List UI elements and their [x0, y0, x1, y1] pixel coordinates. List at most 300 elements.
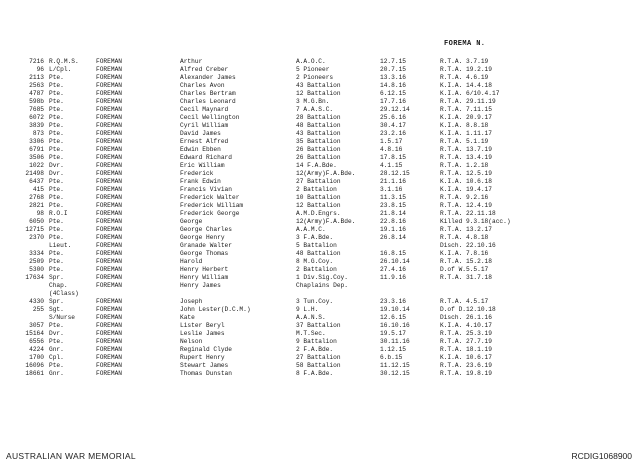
outcome-cell: R.T.A. 23.6.19	[440, 362, 492, 369]
rank-cell: Pte.	[49, 154, 64, 161]
nominal-roll-table	[0, 58, 640, 378]
given-names-cell: Frederick George	[180, 210, 240, 217]
unit-cell: 9 Battalion	[296, 338, 337, 345]
surname-cell: FOREMAN	[96, 282, 122, 289]
outcome-cell: R.T.A. 5.1.19	[440, 138, 489, 145]
outcome-cell: K.I.A. 19.4.17	[440, 186, 492, 193]
enlistment-date-cell: 19.1.16	[380, 226, 406, 233]
service-number-cell: 3306	[29, 138, 44, 145]
given-names-cell: Granade Walter	[180, 242, 232, 249]
rank-cell: Pte.	[49, 226, 64, 233]
unit-cell: 2 Battalion	[296, 186, 337, 193]
rank-cell: Pte.	[49, 146, 64, 153]
outcome-cell: R.T.A. 12.5.19	[440, 170, 492, 177]
service-number-cell: 17634	[25, 274, 44, 281]
enlistment-date-cell: 12.7.15	[380, 58, 406, 65]
given-names-cell: Frank Edwin	[180, 178, 221, 185]
enlistment-date-cell: 30.4.17	[380, 122, 406, 129]
rank-cell: Pte.	[49, 250, 64, 257]
rank-cell: Pte.	[49, 258, 64, 265]
unit-cell: 7 A.A.S.C.	[296, 106, 334, 113]
outcome-cell: R.T.A. 1.2.18	[440, 162, 489, 169]
table-row	[0, 330, 640, 338]
table-row	[0, 178, 640, 186]
outcome-cell: K.I.A. 20.9.17	[440, 114, 492, 121]
surname-cell: FOREMAN	[96, 210, 122, 217]
unit-cell: 27 Battalion	[296, 178, 341, 185]
rank-cell: Pte.	[49, 266, 64, 273]
service-number-cell: 6072	[29, 114, 44, 121]
outcome-cell: R.T.A. 4.6.19	[440, 74, 489, 81]
given-names-cell: George Thomas	[180, 250, 229, 257]
enlistment-date-cell: 1.12.15	[380, 346, 406, 353]
service-number-cell: 96	[36, 66, 44, 73]
surname-cell: FOREMAN	[96, 58, 122, 65]
enlistment-date-cell: 25.6.16	[380, 114, 406, 121]
given-names-cell: Charles Leonard	[180, 98, 236, 105]
enlistment-date-cell: 3.1.16	[380, 186, 403, 193]
service-number-cell: 7216	[29, 58, 44, 65]
outcome-cell: R.T.A. 31.7.18	[440, 274, 492, 281]
outcome-cell: R.T.A. 7.11.15	[440, 106, 492, 113]
service-number-cell: 3839	[29, 122, 44, 129]
unit-cell: 43 Battalion	[296, 82, 341, 89]
surname-cell: FOREMAN	[96, 146, 122, 153]
rank-cell: Spr.	[49, 274, 64, 281]
rank-cell: Pte.	[49, 138, 64, 145]
unit-cell: 12(Army)F.A.Bde.	[296, 218, 356, 225]
table-row	[0, 346, 640, 354]
surname-cell: FOREMAN	[96, 178, 122, 185]
enlistment-date-cell: 16.8.15	[380, 250, 406, 257]
rank-cell: Gnr.	[49, 370, 64, 377]
unit-cell: 26 Battalion	[296, 146, 341, 153]
service-number-cell: 7685	[29, 106, 44, 113]
outcome-cell: R.T.A. 3.7.19	[440, 58, 489, 65]
rank-cell: Chap.	[49, 282, 68, 289]
surname-cell: FOREMAN	[96, 74, 122, 81]
enlistment-date-cell: 19.5.17	[380, 330, 406, 337]
given-names-cell: Alexander James	[180, 74, 236, 81]
surname-cell: FOREMAN	[96, 322, 122, 329]
service-number-cell: 6437	[29, 178, 44, 185]
given-names-cell: Charles Bertram	[180, 90, 236, 97]
rank-cell: R.Q.M.S.	[49, 58, 79, 65]
unit-cell: 3 Tun.Coy.	[296, 298, 334, 305]
given-names-cell: Henry William	[180, 274, 229, 281]
given-names-cell: George Henry	[180, 234, 225, 241]
surname-cell: FOREMAN	[96, 226, 122, 233]
given-names-cell: Ernest Alfred	[180, 138, 229, 145]
given-names-cell: Cyril William	[180, 122, 229, 129]
outcome-cell: R.T.A. 4.8.18	[440, 234, 489, 241]
unit-cell: 14 F.A.Bde.	[296, 162, 337, 169]
given-names-cell: Frederick Walter	[180, 194, 240, 201]
enlistment-date-cell: 26.10.14	[380, 258, 410, 265]
outcome-cell: R.T.A. 9.2.16	[440, 194, 489, 201]
service-number-cell: 21498	[25, 170, 44, 177]
rank-cell: Pte.	[49, 338, 64, 345]
rank-cell: Sgt.	[49, 306, 64, 313]
rank-cell: Pte.	[49, 202, 64, 209]
archive-credit: AUSTRALIAN WAR MEMORIAL	[6, 451, 136, 461]
table-row	[0, 298, 640, 306]
enlistment-date-cell: 23.3.16	[380, 298, 406, 305]
service-number-cell: 2563	[29, 82, 44, 89]
table-row	[0, 66, 640, 74]
surname-cell: FOREMAN	[96, 194, 122, 201]
surname-cell: FOREMAN	[96, 258, 122, 265]
surname-cell: FOREMAN	[96, 346, 122, 353]
service-number-cell: 1700	[29, 354, 44, 361]
outcome-cell: D.of W.5.5.17	[440, 266, 489, 273]
enlistment-date-cell: 30.11.16	[380, 338, 410, 345]
enlistment-date-cell: 16.10.16	[380, 322, 410, 329]
unit-cell: A.M.D.Engrs.	[296, 210, 341, 217]
surname-cell: FOREMAN	[96, 186, 122, 193]
service-number-cell: 415	[32, 186, 44, 193]
unit-cell: 27 Battalion	[296, 354, 341, 361]
unit-cell: 10 Battalion	[296, 194, 341, 201]
unit-cell: 1 Div.Sig.Coy.	[296, 274, 348, 281]
unit-cell: 48 Battalion	[296, 250, 341, 257]
outcome-cell: R.T.A. 29.11.19	[440, 98, 496, 105]
rank-cell: Pte.	[49, 186, 64, 193]
unit-cell: 26 Battalion	[296, 154, 341, 161]
enlistment-date-cell: 11.9.16	[380, 274, 406, 281]
unit-cell: 12 Battalion	[296, 202, 341, 209]
rank-cell: Pte.	[49, 218, 64, 225]
given-names-cell: Thomas Dunstan	[180, 370, 232, 377]
unit-cell: 12(Army)F.A.Bde.	[296, 170, 356, 177]
table-row	[0, 162, 640, 170]
surname-cell: FOREMAN	[96, 298, 122, 305]
outcome-cell: K.I.A. 4.10.17	[440, 322, 492, 329]
given-names-cell: Joseph	[180, 298, 203, 305]
service-number-cell: 4224	[29, 346, 44, 353]
unit-cell: 43 Battalion	[296, 130, 341, 137]
outcome-cell: Disch. 22.10.16	[440, 242, 496, 249]
surname-cell: FOREMAN	[96, 274, 122, 281]
table-row	[0, 82, 640, 90]
given-names-cell: Kate	[180, 314, 195, 321]
outcome-cell: R.T.A. 13.2.17	[440, 226, 492, 233]
service-number-cell: 6791	[29, 146, 44, 153]
rank-cell: S/Nurse	[49, 314, 75, 321]
given-names-cell: Charles Avon	[180, 82, 225, 89]
enlistment-date-cell: 19.10.14	[380, 306, 410, 313]
table-row	[0, 106, 640, 114]
outcome-cell: R.T.A. 27.7.19	[440, 338, 492, 345]
enlistment-date-cell: 4.8.16	[380, 146, 403, 153]
surname-cell: FOREMAN	[96, 218, 122, 225]
table-row	[0, 242, 640, 250]
unit-cell: Chaplains Dep.	[296, 282, 348, 289]
enlistment-date-cell: 1.5.17	[380, 138, 403, 145]
given-names-cell: John Lester(D.C.M.)	[180, 306, 251, 313]
unit-cell: 5 Pioneer	[296, 66, 330, 73]
rank-cell: Pte.	[49, 122, 64, 129]
enlistment-date-cell: 12.6.15	[380, 314, 406, 321]
unit-cell: M.T.Sec.	[296, 330, 326, 337]
unit-cell: 9 L.H.	[296, 306, 319, 313]
table-row	[0, 210, 640, 218]
rank-cell: Pte.	[49, 362, 64, 369]
surname-cell: FOREMAN	[96, 130, 122, 137]
table-row	[0, 362, 640, 370]
surname-cell: FOREMAN	[96, 114, 122, 121]
surname-cell: FOREMAN	[96, 202, 122, 209]
table-row	[0, 130, 640, 138]
unit-cell: 5 Battalion	[296, 242, 337, 249]
rank-cell: L/Cpl.	[49, 66, 72, 73]
table-row	[0, 98, 640, 106]
given-names-cell: Nelson	[180, 338, 203, 345]
table-row	[0, 274, 640, 282]
enlistment-date-cell: 6.12.15	[380, 90, 406, 97]
table-row	[0, 122, 640, 130]
rank-cell: Pte.	[49, 82, 64, 89]
service-number-cell: 598b	[29, 98, 44, 105]
surname-cell: FOREMAN	[96, 234, 122, 241]
service-number-cell: 4787	[29, 90, 44, 97]
unit-cell: 2 Pioneers	[296, 74, 334, 81]
table-row	[0, 194, 640, 202]
given-names-cell: David James	[180, 130, 221, 137]
given-names-cell: Cecil Maynard	[180, 106, 229, 113]
unit-cell: A.A.M.C.	[296, 226, 326, 233]
outcome-cell: K.I.A. 6/10.4.17	[440, 90, 500, 97]
table-row	[0, 314, 640, 322]
enlistment-date-cell: 22.8.16	[380, 218, 406, 225]
surname-cell: FOREMAN	[96, 138, 122, 145]
page-heading: FOREMA N.	[444, 40, 486, 48]
table-row	[0, 218, 640, 226]
table-row	[0, 58, 640, 66]
rank-cell: Pte.	[49, 194, 64, 201]
surname-cell: FOREMAN	[96, 122, 122, 129]
service-number-cell: 6050	[29, 218, 44, 225]
service-number-cell: 4330	[29, 298, 44, 305]
surname-cell: FOREMAN	[96, 162, 122, 169]
surname-cell: FOREMAN	[96, 82, 122, 89]
surname-cell: FOREMAN	[96, 338, 122, 345]
surname-cell: FOREMAN	[96, 314, 122, 321]
enlistment-date-cell: 26.8.14	[380, 234, 406, 241]
service-number-cell: 15164	[25, 330, 44, 337]
rank-cell: Spr.	[49, 298, 64, 305]
service-number-cell: 2113	[29, 74, 44, 81]
given-names-cell: Harold	[180, 258, 203, 265]
surname-cell: FOREMAN	[96, 306, 122, 313]
table-row	[0, 90, 640, 98]
enlistment-date-cell: 21.1.16	[380, 178, 406, 185]
given-names-cell: Eric William	[180, 162, 225, 169]
outcome-cell: R.T.A. 19.2.19	[440, 66, 492, 73]
enlistment-date-cell: 28.12.15	[380, 170, 410, 177]
table-row	[0, 306, 640, 314]
given-names-cell: Edwin Ebben	[180, 146, 221, 153]
rank-cell: Pte.	[49, 90, 64, 97]
enlistment-date-cell: 23.2.16	[380, 130, 406, 137]
rank-cell: Pte.	[49, 114, 64, 121]
given-names-cell: Lister Beryl	[180, 322, 225, 329]
outcome-cell: K.I.A. 8.8.18	[440, 122, 489, 129]
service-number-cell: 2821	[29, 202, 44, 209]
surname-cell: FOREMAN	[96, 354, 122, 361]
table-row	[0, 154, 640, 162]
unit-cell: 48 Battalion	[296, 122, 341, 129]
rank-cell: Pte.	[49, 74, 64, 81]
outcome-cell: K.I.A. 1.11.17	[440, 130, 492, 137]
unit-cell: 37 Battalion	[296, 322, 341, 329]
service-number-cell: 3506	[29, 154, 44, 161]
table-row	[0, 170, 640, 178]
table-row	[0, 258, 640, 266]
table-row	[0, 74, 640, 82]
enlistment-date-cell: 17.8.15	[380, 154, 406, 161]
outcome-cell: K.I.A. 7.8.16	[440, 250, 489, 257]
rank-cell: Dvr.	[49, 170, 64, 177]
outcome-cell: K.I.A. 10.6.17	[440, 354, 492, 361]
table-row	[0, 250, 640, 258]
outcome-cell: D.of D.12.10.18	[440, 306, 496, 313]
surname-cell: FOREMAN	[96, 242, 122, 249]
given-names-cell: Henry Herbert	[180, 266, 229, 273]
service-number-cell: 12715	[25, 226, 44, 233]
outcome-cell: K.I.A. 14.4.18	[440, 82, 492, 89]
outcome-cell: R.T.A. 4.5.17	[440, 298, 489, 305]
given-names-cell: Arthur	[180, 58, 203, 65]
rank-cell: Dvr.	[49, 162, 64, 169]
unit-cell: 8 F.A.Bde.	[296, 370, 334, 377]
unit-cell: 12 Battalion	[296, 90, 341, 97]
given-names-cell: Francis Vivian	[180, 186, 232, 193]
given-names-cell: Rupert Henry	[180, 354, 225, 361]
rank-cell: Pte.	[49, 178, 64, 185]
archive-reference-id: RCDIG1068900	[571, 451, 632, 461]
rank-cell: (4Class)	[49, 290, 79, 297]
unit-cell: A.A.O.C.	[296, 58, 326, 65]
given-names-cell: George	[180, 218, 203, 225]
unit-cell: 3 F.A.Bde.	[296, 234, 334, 241]
service-number-cell: 16096	[25, 362, 44, 369]
table-row	[0, 138, 640, 146]
enlistment-date-cell: 29.12.14	[380, 106, 410, 113]
service-number-cell: 3334	[29, 250, 44, 257]
outcome-cell: K.I.A. 10.6.18	[440, 178, 492, 185]
surname-cell: FOREMAN	[96, 362, 122, 369]
table-row	[0, 234, 640, 242]
given-names-cell: Edward Richard	[180, 154, 232, 161]
rank-cell: Cpl.	[49, 354, 64, 361]
given-names-cell: Leslie James	[180, 330, 225, 337]
outcome-cell: R.T.A. 15.2.18	[440, 258, 492, 265]
service-number-cell: 18661	[25, 370, 44, 377]
service-number-cell: 2768	[29, 194, 44, 201]
rank-cell: Lieut.	[49, 242, 72, 249]
enlistment-date-cell: 6.b.15	[380, 354, 403, 361]
service-number-cell: 2370	[29, 234, 44, 241]
table-row	[0, 226, 640, 234]
table-row	[0, 202, 640, 210]
outcome-cell: Disch. 26.1.16	[440, 314, 492, 321]
enlistment-date-cell: 21.8.14	[380, 210, 406, 217]
table-row	[0, 354, 640, 362]
rank-cell: Gnr.	[49, 346, 64, 353]
outcome-cell: R.T.A. 13.4.19	[440, 154, 492, 161]
given-names-cell: Stewart James	[180, 362, 229, 369]
enlistment-date-cell: 17.7.16	[380, 98, 406, 105]
surname-cell: FOREMAN	[96, 170, 122, 177]
enlistment-date-cell: 30.12.15	[380, 370, 410, 377]
given-names-cell: Henry James	[180, 282, 221, 289]
unit-cell: 35 Battalion	[296, 138, 341, 145]
table-row	[0, 282, 640, 290]
table-row	[0, 146, 640, 154]
given-names-cell: Reginald Clyde	[180, 346, 232, 353]
outcome-cell: R.T.A. 13.7.19	[440, 146, 492, 153]
surname-cell: FOREMAN	[96, 66, 122, 73]
surname-cell: FOREMAN	[96, 250, 122, 257]
table-row	[0, 370, 640, 378]
given-names-cell: Cecil Wellington	[180, 114, 240, 121]
enlistment-date-cell: 11.3.15	[380, 194, 406, 201]
surname-cell: FOREMAN	[96, 330, 122, 337]
enlistment-date-cell: 27.4.16	[380, 266, 406, 273]
service-number-cell: 255	[32, 306, 44, 313]
surname-cell: FOREMAN	[96, 154, 122, 161]
unit-cell: 2 F.A.Bde.	[296, 346, 334, 353]
surname-cell: FOREMAN	[96, 98, 122, 105]
table-row	[0, 322, 640, 330]
enlistment-date-cell: 11.12.15	[380, 362, 410, 369]
rank-cell: Pte.	[49, 234, 64, 241]
unit-cell: A.A.N.S.	[296, 314, 326, 321]
outcome-cell: R.T.A. 25.3.19	[440, 330, 492, 337]
enlistment-date-cell: 20.7.15	[380, 66, 406, 73]
rank-cell: Pte.	[49, 98, 64, 105]
surname-cell: FOREMAN	[96, 266, 122, 273]
service-number-cell: 873	[32, 130, 44, 137]
rank-cell: Pte.	[49, 106, 64, 113]
enlistment-date-cell: 13.3.16	[380, 74, 406, 81]
service-number-cell: 2509	[29, 258, 44, 265]
unit-cell: 58 Battalion	[296, 362, 341, 369]
surname-cell: FOREMAN	[96, 90, 122, 97]
rank-cell: Pte.	[49, 322, 64, 329]
service-number-cell: 1022	[29, 162, 44, 169]
outcome-cell: R.T.A. 18.1.19	[440, 346, 492, 353]
unit-cell: 2 Battalion	[296, 266, 337, 273]
enlistment-date-cell: 23.8.15	[380, 202, 406, 209]
enlistment-date-cell: 4.1.15	[380, 162, 403, 169]
service-number-cell: 6556	[29, 338, 44, 345]
rank-cell: Dvr.	[49, 330, 64, 337]
given-names-cell: George Charles	[180, 226, 232, 233]
unit-cell: 3 M.G.Bn.	[296, 98, 330, 105]
service-number-cell: 5300	[29, 266, 44, 273]
given-names-cell: Frederick	[180, 170, 214, 177]
table-row	[0, 338, 640, 346]
enlistment-date-cell: 14.8.16	[380, 82, 406, 89]
outcome-cell: R.T.A. 22.11.18	[440, 210, 496, 217]
service-number-cell: 3057	[29, 322, 44, 329]
service-number-cell: 98	[36, 210, 44, 217]
table-row	[0, 186, 640, 194]
given-names-cell: Alfred Creber	[180, 66, 229, 73]
outcome-cell: R.T.A. 12.4.19	[440, 202, 492, 209]
